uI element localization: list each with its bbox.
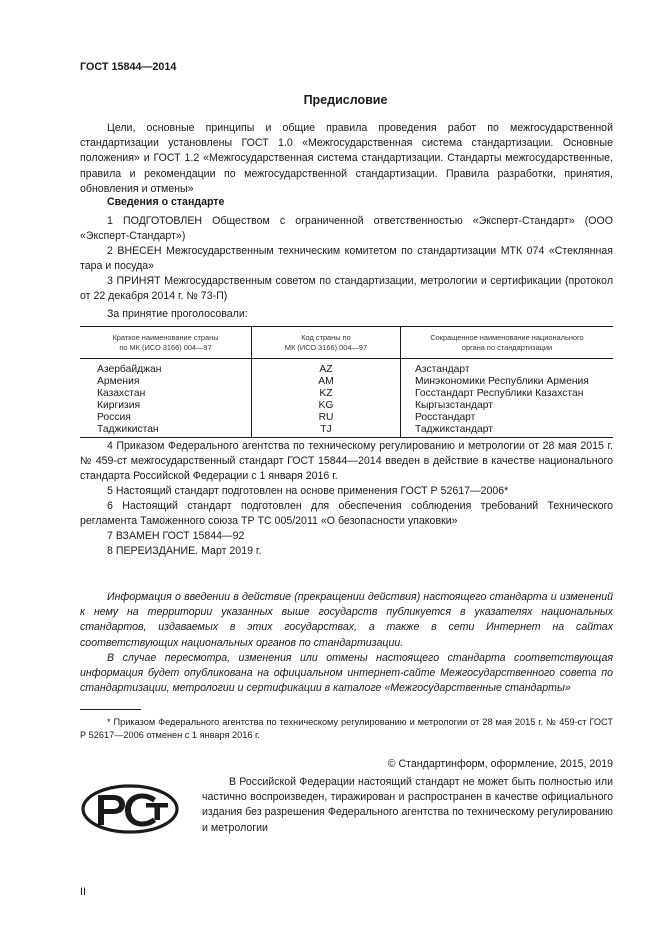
header-body-line2: органа по стандартизации [461,343,553,352]
footnote-divider [80,709,141,710]
header-code [252,327,401,359]
header-code-line1: Код страны по [301,333,351,342]
item-4: 4 Приказом Федерального агентства по техническому регулированию и метрологии от 28 мая 2015 г. № 459-ст межгосударственный стандарт ГОСТ 15844—2014 введен в действие в качестве национального стандарта Российской Федерации с 1 января 2016 г. [80,440,613,483]
document-header: ГОСТ 15844—2014 [80,61,177,73]
header-code-line2: МК (ИСО 3166) 004—97 [284,343,368,352]
code-cell: AZ [252,359,401,376]
item-2: 2 ВНЕСЕН Межгосударственным техническим комитетом по стандартизации МТК 074 «Стеклянная тара и посуда» [80,245,613,273]
item-3: 3 ПРИНЯТ Межгосударственным советом по стандартизации, метрологии и сертификации (протокол от 22 декабря 2014 г. № 73-П) [80,275,613,303]
page-title: Предисловие [303,93,388,107]
country-cell: Россия [97,411,131,423]
item-8: 8 ПЕРЕИЗДАНИЕ. Март 2019 г. [107,545,262,557]
table-row [80,412,613,424]
body-cell: Азстандарт [401,359,614,376]
vote-caption: За принятие проголосовали: [107,308,248,320]
item-5: 5 Настоящий стандарт подготовлен на основе применения ГОСТ Р 52617—2006* [107,485,509,497]
rst-certification-mark-icon [80,783,180,838]
item-6: 6 Настоящий стандарт подготовлен для обеспечения соблюдения требований Технического регламента Таможенного союза ТР ТС 005/2011 «О безопасности упаковки» [80,500,613,528]
code-cell: AM [252,376,401,388]
country-cell: Киргизия [97,399,141,411]
country-cell: Таджикистан [97,423,159,435]
info-paragraph-2: В случае пересмотра, изменения или отмены настоящего стандарта соответствующая информация будет опубликована на официальном интернет-сайте Межгосударственного совета по стандартизации, метрологии и сертификации в каталоге «Межгосударственные стандарты» [80,652,613,695]
country-cell: Армения [97,375,140,387]
header-body-line1: Сокращенное наименование национального [430,333,584,342]
footnote: * Приказом Федерального агентства по техническому регулированию и метрологии от 28 мая 2015 г. № 459-ст ГОСТ Р 52617—2006 отменен с 1 января 2016 г. [80,717,613,740]
header-country [80,327,252,359]
countries-table [80,326,613,438]
copyright: © Стандартинформ, оформление, 2015, 2019 [387,758,613,770]
code-cell: KG [252,400,401,412]
header-country-line1: Краткое наименование страны [112,333,219,342]
code-cell: TJ [252,424,401,438]
header-body [401,327,614,359]
section-heading: Сведения о стандарте [107,196,225,208]
body-cell: Кыргызстандарт [401,400,614,412]
table-row [80,424,613,438]
body-cell: Госстандарт Республики Казахстан [401,388,614,400]
country-cell: Азербайджан [97,364,162,375]
body-cell: Таджикстандарт [401,424,614,438]
table-row [80,359,613,376]
code-cell: KZ [252,388,401,400]
table-row [80,376,613,388]
intro-paragraph: Цели, основные принципы и общие правила проведения работ по межгосударственной стандартизации установлены ГОСТ 1.0 «Межгосударственная система стандартизации. Основные положения» и ГОСТ 1.2 «Межгосударственная система стандартизации. Стандарты межгосударственные, правила и рекомендации по межгосударственной стандартизации. Правила разработки, принятия, обновления и отмены» [80,122,613,195]
table-header-row [80,327,613,359]
country-cell: Казахстан [97,387,146,399]
header-country-line2: по МК (ИСО 3166) 004—97 [119,343,212,352]
code-cell: RU [252,412,401,424]
item-1: 1 ПОДГОТОВЛЕН Обществом с ограниченной ответственностью «Эксперт-Стандарт» (ООО «Эксперт-Стандарт») [80,215,613,243]
item-7: 7 ВЗАМЕН ГОСТ 15844—92 [107,530,245,542]
table-row [80,388,613,400]
body-cell: Росстандарт [401,412,614,424]
page-number: II [80,886,86,898]
table-row [80,400,613,412]
info-paragraph-1: Информация о введении в действие (прекращении действия) настоящего стандарта и изменений к нему на территории указанных выше государств публикуется в указателях национальных стандартов, издаваемых в этих государствах, а также в сети Интернет на сайтах соответствующих национальных органов по стандартизации. [80,591,613,649]
rights-notice: В Российской Федерации настоящий стандарт не может быть полностью или частично воспроизведен, тиражирован и распространен в качестве официального издания без разрешения Федерального агентства по техническому регулированию и метрологии [202,776,613,834]
body-cell: Минэкономики Республики Армения [401,376,614,388]
